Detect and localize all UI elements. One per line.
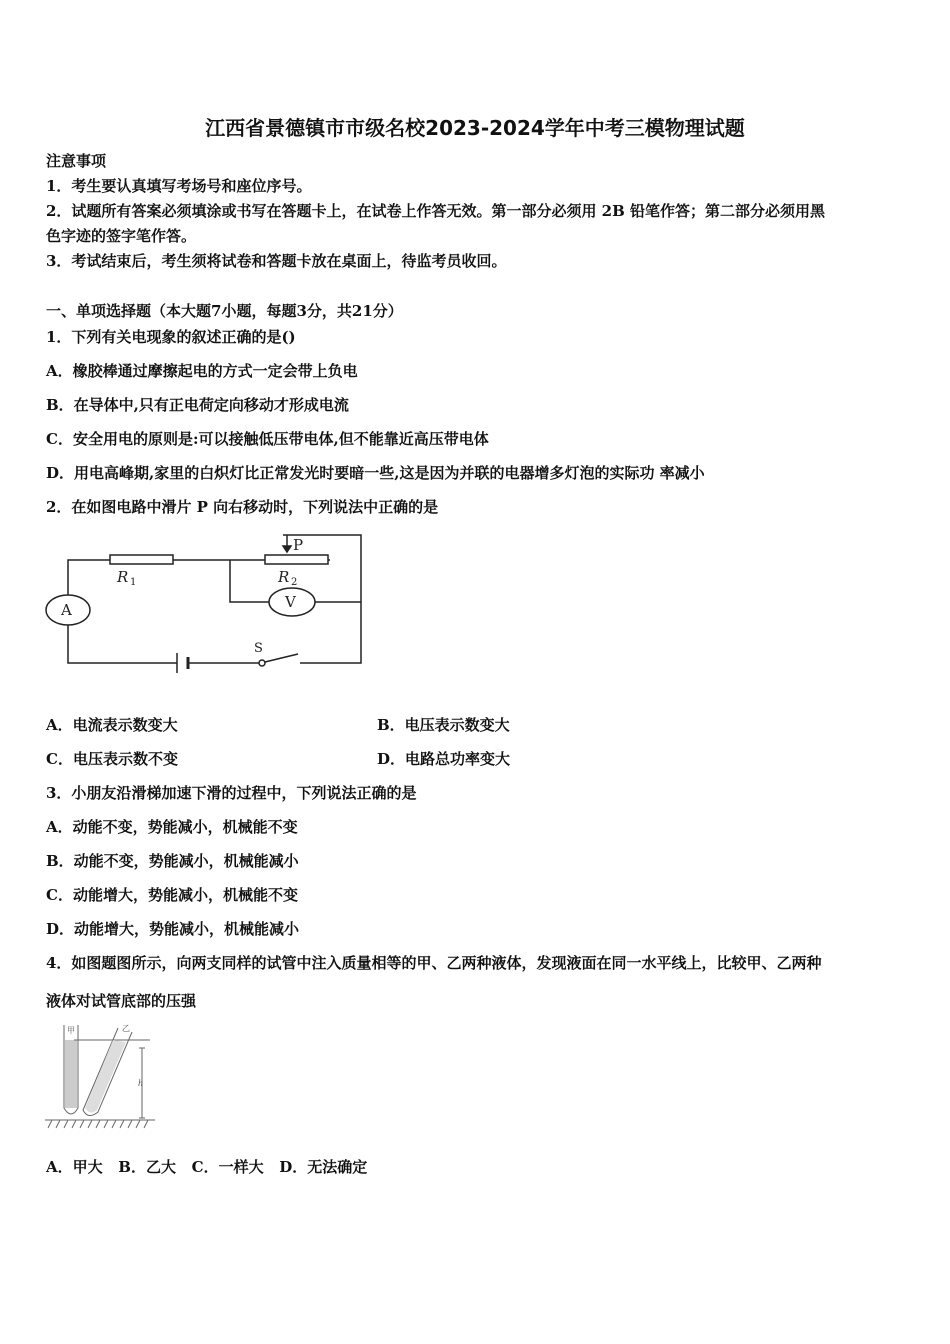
option: B．动能不变，势能减小，机械能减小 bbox=[46, 852, 299, 870]
switch-label: S bbox=[254, 641, 263, 656]
label-jia: 甲 bbox=[67, 1026, 75, 1035]
question-4-cont: 液体对试管底部的压强 bbox=[46, 992, 197, 1010]
option: C．动能增大，势能减小，机械能不变 bbox=[46, 886, 298, 904]
option: A．电流表示数变大 bbox=[46, 716, 178, 734]
option: B．在导体中,只有正电荷定向移动才形成电流 bbox=[46, 396, 349, 414]
voltmeter-label: V bbox=[285, 593, 296, 611]
option: D．动能增大，势能减小，机械能减小 bbox=[46, 920, 300, 938]
label-r2-sub: 2 bbox=[291, 577, 298, 588]
option: D．电路总功率变大 bbox=[377, 750, 511, 768]
notice-heading: 注意事项 bbox=[46, 152, 107, 170]
ammeter-label: A bbox=[61, 601, 72, 619]
question-3: 3．小朋友沿滑梯加速下滑的过程中，下列说法正确的是 bbox=[46, 784, 417, 802]
option: B．电压表示数变大 bbox=[377, 716, 510, 734]
question-4: 4．如图题图所示，向两支同样的试管中注入质量相等的甲、乙两种液体，发现液面在同一水平线上，比较甲、乙两种 bbox=[46, 954, 822, 972]
option: A．动能不变，势能减小，机械能不变 bbox=[46, 818, 298, 836]
question-1: 1．下列有关电现象的叙述正确的是() bbox=[46, 328, 296, 346]
page-title: 江西省景德镇市市级名校2023-2024学年中考三模物理试题 bbox=[205, 116, 745, 140]
notice-item: 3．考试结束后，考生须将试卷和答题卡放在桌面上，待监考员收回。 bbox=[46, 252, 507, 270]
option: A．橡胶棒通过摩擦起电的方式一定会带上负电 bbox=[46, 362, 358, 380]
question-4-options: A．甲大 B．乙大 C．一样大 D．无法确定 bbox=[46, 1158, 368, 1176]
option: D．用电高峰期,家里的白炽灯比正常发光时要暗一些,这是因为并联的电器增多灯泡的实际功 率减小 bbox=[46, 464, 705, 482]
question-2: 2．在如图电路中滑片 P 向右移动时，下列说法中正确的是 bbox=[46, 498, 439, 516]
label-p: P bbox=[293, 536, 304, 554]
notice-item: 1．考生要认真填写考场号和座位序号。 bbox=[46, 177, 312, 195]
option: C．电压表示数不变 bbox=[46, 750, 178, 768]
label-yi: 乙 bbox=[122, 1024, 130, 1033]
label-h: h bbox=[138, 1079, 144, 1088]
label-r1: R bbox=[117, 568, 129, 586]
notice-item: 色字迹的签字笔作答。 bbox=[46, 227, 197, 245]
label-r1-sub: 1 bbox=[130, 577, 137, 588]
notice-item: 2．试题所有答案必须填涂或书写在答题卡上，在试卷上作答无效。第一部分必须用 2B 铅笔作答；第二部分必须用黑 bbox=[46, 202, 826, 220]
section-heading: 一、单项选择题（本大题7小题，每题3分，共21分） bbox=[46, 302, 403, 320]
option: C．安全用电的原则是:可以接触低压带电体,但不能靠近高压带电体 bbox=[46, 430, 489, 448]
circuit-diagram bbox=[0, 0, 400, 700]
test-tube-figure bbox=[40, 1020, 180, 1140]
label-r2: R bbox=[278, 568, 290, 586]
